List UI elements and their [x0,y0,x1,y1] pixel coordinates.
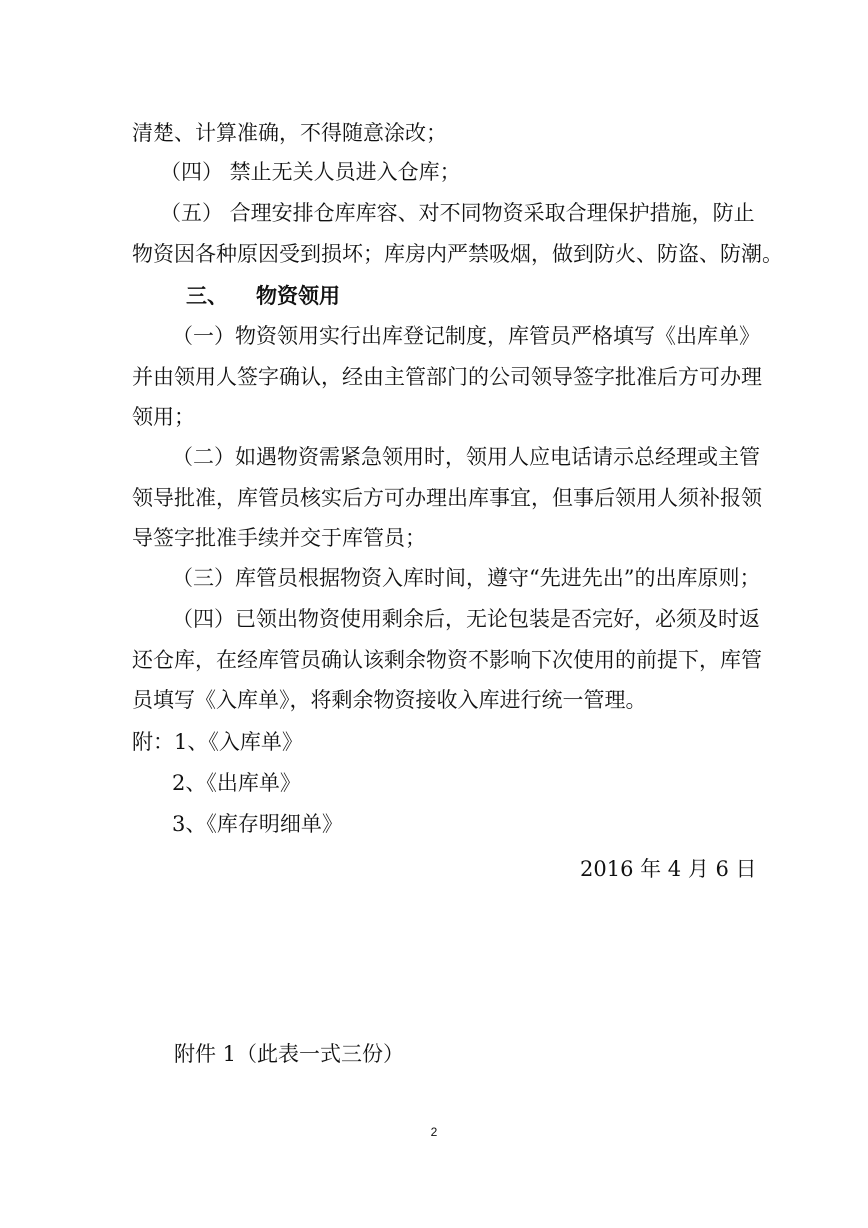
paragraph-line: 清楚、计算准确，不得随意涂改； [132,121,447,145]
item-4-line1: （四）已领出物资使用剩余后，无论包装是否完好，必须及时返 [172,607,760,631]
attachments-label: 附：1、《入库单》 [132,730,303,754]
rule-item-5-line2: 物资因各种原因受到损坏；库房内严禁吸烟，做到防火、防盗、防潮。 [132,242,783,266]
item-2-line2: 领导批准，库管员核实后方可办理出库事宜，但事后领用人须补报领 [132,486,762,510]
item-4-line3: 员填写《入库单》，将剩余物资接收入库进行统一管理。 [132,688,647,712]
document-date: 2016 年 4 月 6 日 [580,857,757,881]
item-2-line1: （二）如遇物资需紧急领用时，领用人应电话请示总经理或主管 [172,445,760,469]
item-1-line3: 领用； [132,405,195,429]
item-3-line1: （三）库管员根据物资入库时间，遵守“先进先出”的出库原则； [172,566,761,590]
item-1-line1: （一）物资领用实行出库登记制度，库管员严格填写《出库单》 [172,324,760,348]
item-2-line3: 导签字批准手续并交于库管员； [132,526,426,550]
attachment-item: 2、《出库单》 [172,771,301,795]
item-1-line2: 并由领用人签字确认，经由主管部门的公司领导签字批准后方可办理 [132,365,762,389]
section-title: 物资领用 [256,284,340,308]
rule-item-4: （四） 禁止无关人员进入仓库； [160,160,461,184]
section-number: 三、 [186,284,228,308]
item-4-line2: 还仓库，在经库管员确认该剩余物资不影响下次使用的前提下，库管 [132,648,762,672]
page-number: 2 [430,1125,438,1139]
appendix-note: 附件 1（此表一式三份） [174,1042,405,1066]
rule-item-5-line1: （五） 合理安排仓库库容、对不同物资采取合理保护措施，防止 [160,201,755,225]
attachment-item: 3、《库存明细单》 [172,812,343,836]
